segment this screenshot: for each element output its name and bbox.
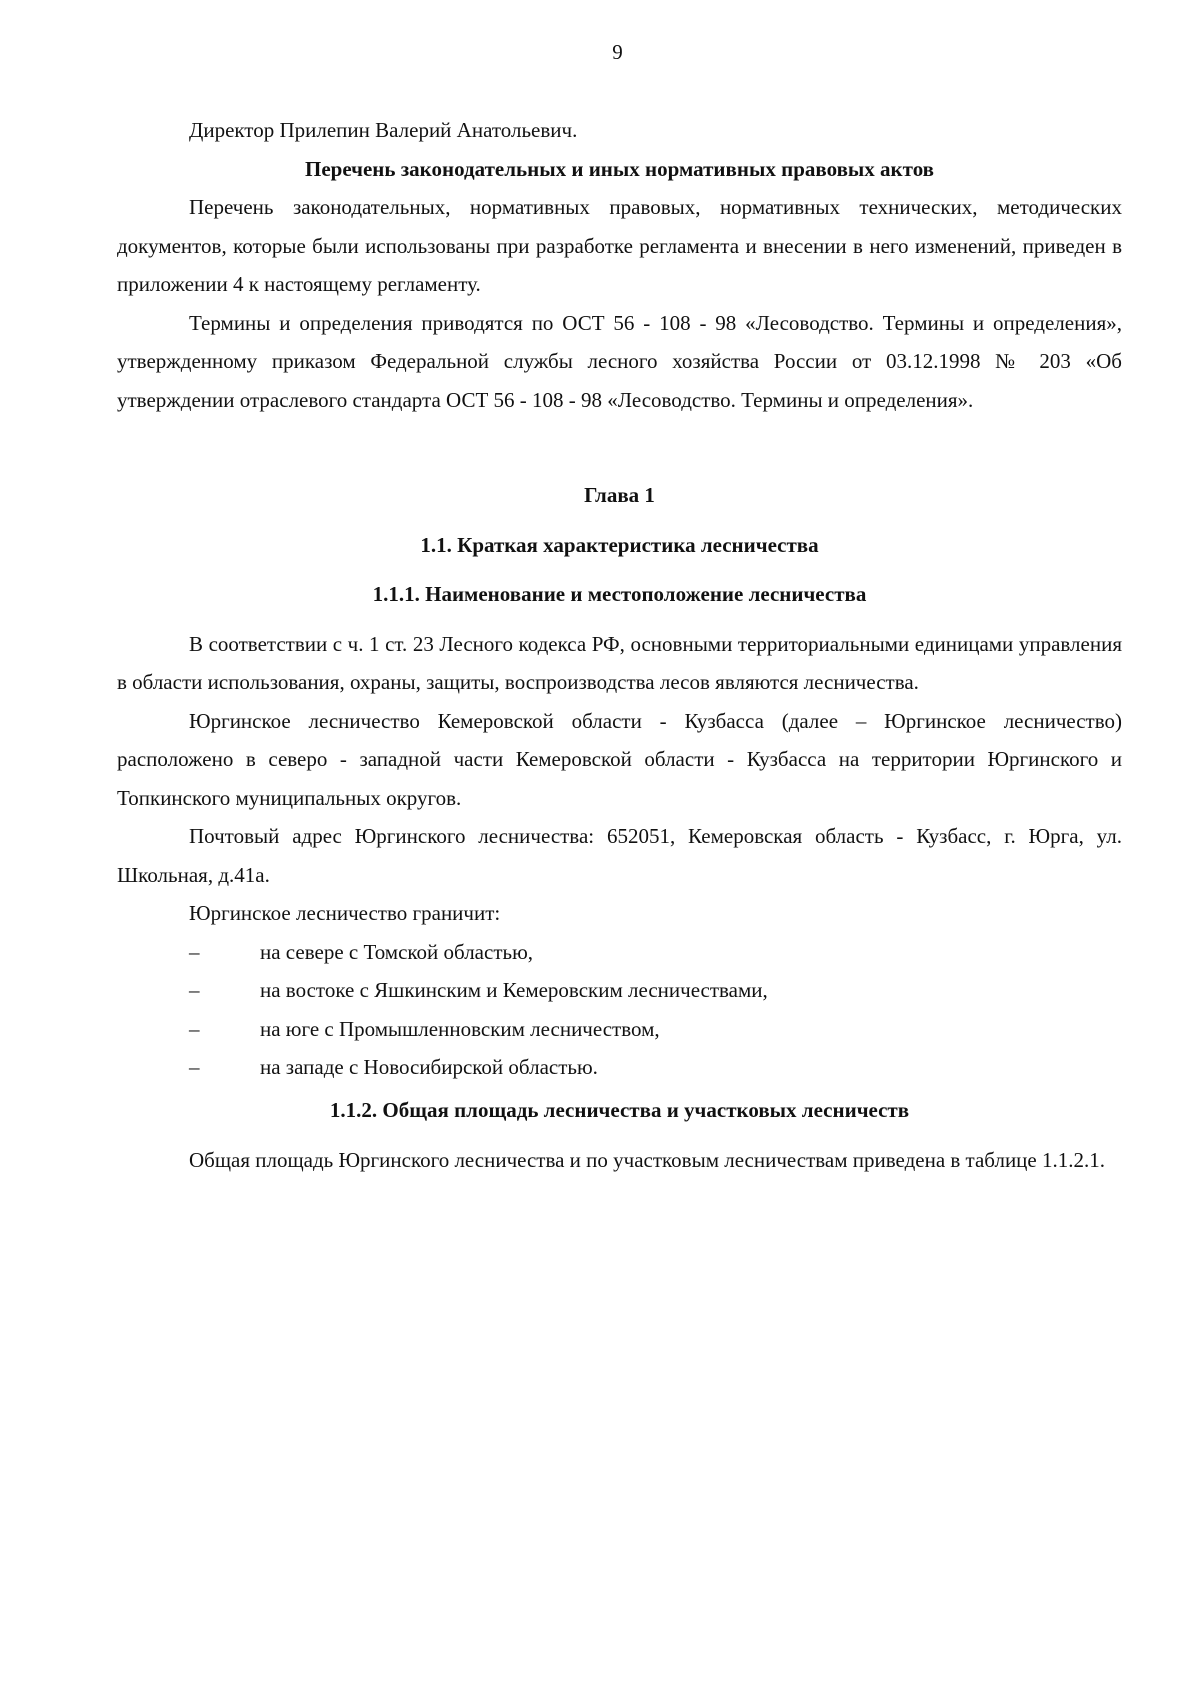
bullet-dash: – <box>189 1016 200 1041</box>
bullet-dash: – <box>189 978 200 1002</box>
list-item-text: на западе с Новосибирской областью. <box>260 1055 598 1079</box>
list-item <box>117 971 1122 1010</box>
page-content <box>117 111 1122 1180</box>
borders-intro: Юргинское лесничество граничит: <box>189 901 501 925</box>
acts-paragraph: Перечень законодательных, нормативных правовых, нормативных технических, методических документов, которые были использованы при разработке регламента и внесении в него изменений, приведен в приложении 4 к настоящему регламенту. <box>117 195 1122 296</box>
address-paragraph: Почтовый адрес Юргинского лесничества: 652051, Кемеровская область - Кузбасс, г. Юрга, ул. Школьная, д.41а. <box>117 824 1122 887</box>
acts-heading: Перечень законодательных и иных нормативных правовых актов <box>304 156 935 181</box>
bullet-dash: – <box>189 939 200 964</box>
bullet-dash: – <box>189 1055 200 1079</box>
list-item <box>117 933 1122 972</box>
director-line: Директор Прилепин Валерий Анатольевич. <box>189 118 578 142</box>
section-heading-1-1-2: 1.1.2. Общая площадь лесничества и участковых лесничеств <box>329 1097 910 1122</box>
borders-list <box>117 933 1122 1087</box>
list-item <box>117 1048 1122 1087</box>
terms-paragraph: Термины и определения приводятся по ОСТ 56 - 108 - 98 «Лесоводство. Термины и определения», утвержденному приказом Федеральной службы лесного хозяйства России от 03.12.1998 № 203 «Об утверждении отраслевого стандарта ОСТ 56 - 108 - 98 «Лесоводство. Термины и определения». <box>117 310 1122 412</box>
list-item-text: на севере с Томской областью, <box>260 939 534 964</box>
list-item <box>117 1010 1122 1049</box>
area-paragraph: Общая площадь Юргинского лесничества и по участковым лесничествам приведена в таблице 1.1.2.1. <box>189 1148 1105 1172</box>
code-paragraph: В соответствии с ч. 1 ст. 23 Лесного кодекса РФ, основными территориальными единицами управления в области использования, охраны, защиты, воспроизводства лесов являются лесничества. <box>117 631 1122 694</box>
page-number: 9 <box>612 40 623 64</box>
section-heading-1-1: 1.1. Краткая характеристика лесничества <box>420 532 819 557</box>
list-item-text: на юге с Промышленновским лесничеством, <box>260 1016 660 1041</box>
chapter-title: Глава 1 <box>584 483 655 507</box>
location-paragraph: Юргинское лесничество Кемеровской области - Кузбасса (далее – Юргинское лесничество) расположено в северо - западной части Кемеровской области - Кузбасса на территории Юргинского и Топкинского муниципальных округов. <box>117 708 1122 810</box>
section-heading-1-1-1: 1.1.1. Наименование и местоположение лесничества <box>372 582 867 606</box>
list-item-text: на востоке с Яшкинским и Кемеровским лесничествами, <box>260 978 768 1002</box>
